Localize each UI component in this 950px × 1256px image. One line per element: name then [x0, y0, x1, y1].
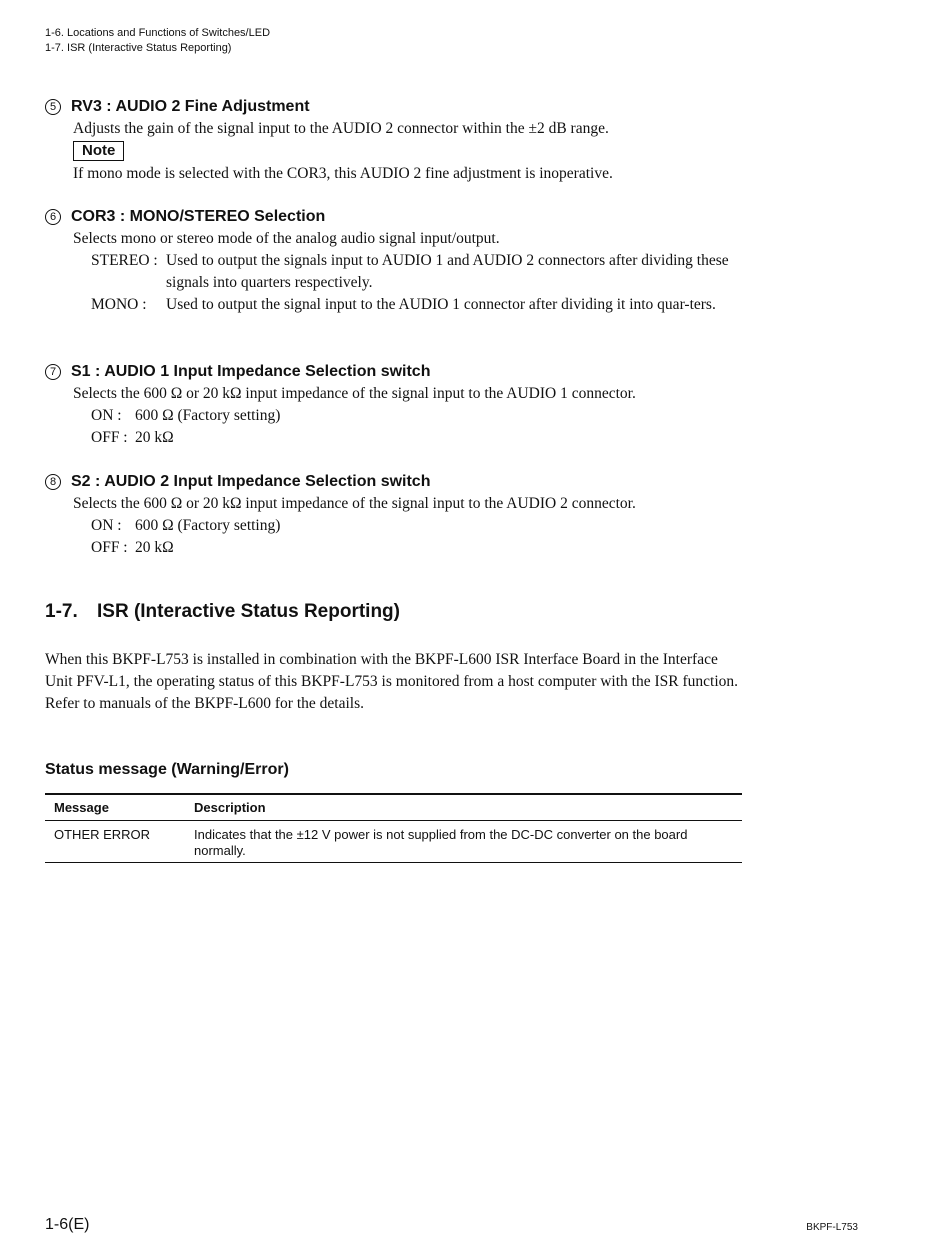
status-message-table: [45, 793, 742, 863]
option-term: OFF :: [91, 429, 128, 446]
item-title: [45, 361, 765, 383]
option-row: [91, 294, 765, 316]
option-term: STEREO :: [91, 252, 158, 269]
table-row: [45, 821, 742, 863]
section-paragraph: Refer to manuals of the BKPF-L600 for the details.: [45, 695, 364, 712]
option-term: MONO :: [91, 296, 147, 313]
model-name: BKPF-L753: [806, 1222, 858, 1233]
circled-number: 8: [45, 474, 61, 490]
item-body: [73, 383, 765, 449]
note-label: Note: [73, 141, 124, 161]
item-rv3: [45, 96, 765, 185]
option-row: [91, 250, 765, 294]
table-cell-message: OTHER ERROR: [45, 821, 185, 863]
option-row: [91, 405, 765, 427]
item-s1: [45, 361, 765, 449]
item-body: [73, 493, 765, 559]
circled-number: 5: [45, 99, 61, 115]
section-number: 1-7.: [45, 601, 78, 622]
status-message-heading: Status message (Warning/Error): [45, 761, 289, 778]
item-body: [73, 228, 765, 316]
section-body: [45, 649, 745, 715]
item-title-text: S2 : AUDIO 2 Input Impedance Selection switch: [71, 473, 431, 490]
circled-number: 7: [45, 364, 61, 380]
item-s2: [45, 471, 765, 559]
option-term: OFF :: [91, 539, 128, 556]
option-row: [91, 515, 765, 537]
item-title-text: S1 : AUDIO 1 Input Impedance Selection switch: [71, 363, 431, 380]
section-paragraph: When this BKPF-L753 is installed in combination with the BKPF-L600 ISR Interface Board in the Interface Unit PFV-L1, the operating status of this BKPF-L753 is monitored from a host computer with the ISR function.: [45, 651, 739, 690]
column-header-message: Message: [45, 794, 185, 821]
table-header-row: [45, 794, 742, 821]
circled-number: 6: [45, 209, 61, 225]
running-header: [45, 26, 270, 56]
option-row: [91, 427, 765, 449]
option-description: 600 Ω (Factory setting): [135, 517, 281, 534]
item-title: [45, 471, 765, 493]
item-body: [73, 118, 765, 185]
section-title: ISR (Interactive Status Reporting): [97, 601, 400, 622]
option-description: 20 kΩ: [135, 539, 174, 556]
running-header-line-1: 1-6. Locations and Functions of Switches/LED: [45, 27, 271, 39]
item-description: Selects the 600 Ω or 20 kΩ input impedance of the signal input to the AUDIO 2 connector.: [73, 495, 636, 512]
table-cell-description: Indicates that the ±12 V power is not supplied from the DC-DC converter on the board normally.: [185, 821, 742, 863]
item-description: Selects mono or stereo mode of the analog audio signal input/output.: [73, 230, 500, 247]
page-number: 1-6(E): [45, 1216, 90, 1233]
option-term: ON :: [91, 407, 122, 424]
item-cor3: [45, 206, 765, 316]
note-text: If mono mode is selected with the COR3, this AUDIO 2 fine adjustment is inoperative.: [73, 165, 613, 182]
item-description: Adjusts the gain of the signal input to the AUDIO 2 connector within the ±2 dB range.: [73, 120, 609, 137]
item-title-text: RV3 : AUDIO 2 Fine Adjustment: [71, 98, 310, 115]
column-header-description: Description: [185, 794, 742, 821]
running-header-line-2: 1-7. ISR (Interactive Status Reporting): [45, 42, 232, 54]
option-description: 20 kΩ: [135, 429, 174, 446]
section-heading: [45, 601, 400, 623]
option-row: [91, 537, 765, 559]
option-description: Used to output the signals input to AUDIO 1 and AUDIO 2 connectors after dividing these signals into quarters respectively.: [166, 252, 729, 291]
option-description: 600 Ω (Factory setting): [135, 407, 281, 424]
item-title-text: COR3 : MONO/STEREO Selection: [71, 208, 326, 225]
item-title: [45, 96, 765, 118]
item-title: [45, 206, 765, 228]
item-description: Selects the 600 Ω or 20 kΩ input impedance of the signal input to the AUDIO 1 connector.: [73, 385, 636, 402]
option-description: Used to output the signal input to the AUDIO 1 connector after dividing it into quar-ters.: [166, 296, 716, 313]
option-term: ON :: [91, 517, 122, 534]
